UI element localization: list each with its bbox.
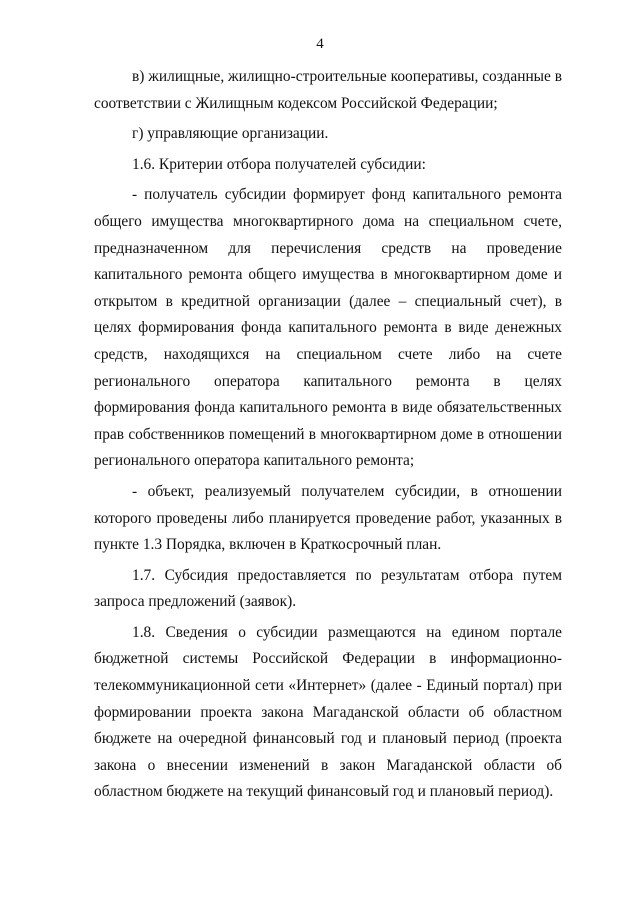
paragraph-subsidy-info-portal: 1.8. Сведения о субсидии размещаются на едином портале бюджетной системы Российской Федерации в информационно-телекоммуникационной сети «Интернет» (далее - Единый портал) при формировании проекта закона Магаданской области об областном бюджете на очередной финансовый год и плановый период (проекта закона о внесении изменений в закон Магаданской области об областном бюджете на текущий финансовый год и плановый период).: [94, 623, 562, 801]
paragraph-criterion-object-in-plan: - объект, реализуемый получателем субсидии, в отношении которого проведены либо планируется проведение работ, указанных в пункте 1.3 Порядка, включен в Краткосрочный план.: [94, 482, 562, 554]
paragraph-selection-criteria-heading: 1.6. Критерии отбора получателей субсидии:: [132, 155, 426, 173]
paragraph-management-organizations: г) управляющие организации.: [132, 125, 329, 143]
page-number: 4: [316, 36, 324, 52]
paragraph-subsidy-by-selection: 1.7. Субсидия предоставляется по результатам отбора путем запроса предложений (заявок).: [94, 566, 562, 611]
document-body: [94, 64, 562, 806]
paragraph-criterion-capital-repair-fund: - получатель субсидии формирует фонд капитального ремонта общего имущества многоквартирного дома на специальном счете, предназначенном для перечисления средств на проведение капитального ремонта общего имущества в многоквартирном доме и открытом в кредитной организации (далее – специальный счет), в целях формирования фонда капитального ремонта в виде денежных средств, находящихся на специальном счете либо на счете регионального оператора капитального ремонта в целях формирования фонда капитального ремонта в виде обязательственных прав собственников помещений в многоквартирном доме в отношении регионального оператора капитального ремонта;: [94, 186, 562, 470]
paragraph-housing-cooperatives: в) жилищные, жилищно-строительные кооперативы, созданные в соответствии с Жилищным кодексом Российской Федерации;: [94, 68, 562, 112]
